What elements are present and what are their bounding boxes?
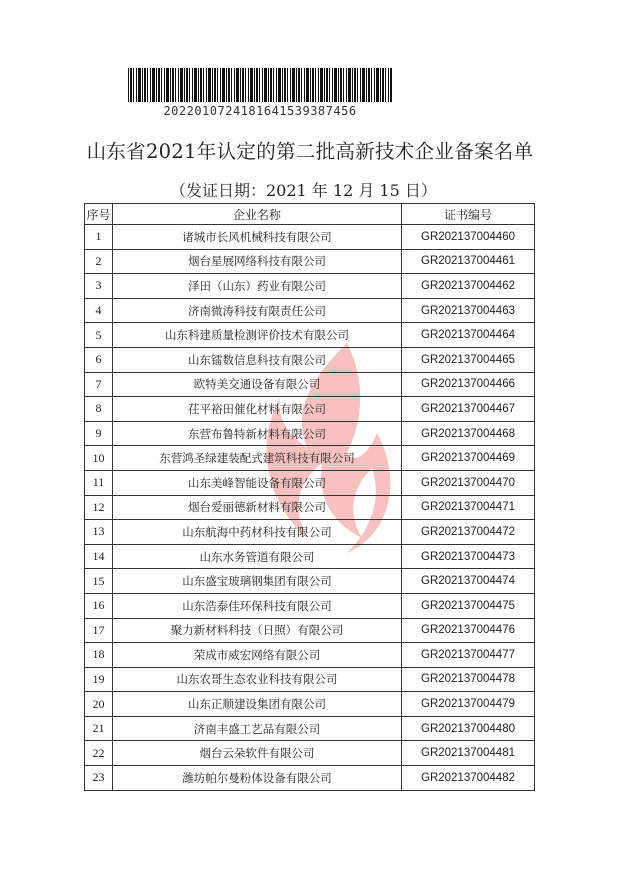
- row-company-name: 山东盛宝玻璃钢集团有限公司: [113, 569, 402, 594]
- enterprise-table: [84, 203, 535, 791]
- row-company-name: 济南微涛科技有限责任公司: [113, 298, 402, 323]
- table-row: [85, 766, 535, 791]
- row-serial: 8: [85, 397, 113, 422]
- table-row: [85, 716, 535, 741]
- row-company-name: 荣成市威宏网络有限公司: [113, 643, 402, 668]
- row-company-name: 山东浩泰佳环保科技有限公司: [113, 593, 402, 618]
- table-row: [85, 274, 535, 299]
- table-row: [85, 470, 535, 495]
- row-certificate-number: GR202137004480: [402, 716, 535, 741]
- row-serial: 23: [85, 766, 113, 791]
- row-company-name: 烟台爱丽德新材料有限公司: [113, 495, 402, 520]
- table-row: [85, 544, 535, 569]
- table-row: [85, 741, 535, 766]
- row-company-name: 山东美峰智能设备有限公司: [113, 470, 402, 495]
- row-certificate-number: GR202137004460: [402, 225, 535, 250]
- table-row: [85, 618, 535, 643]
- row-company-name: 山东航海中药材科技有限公司: [113, 520, 402, 545]
- row-certificate-number: GR202137004482: [402, 766, 535, 791]
- row-certificate-number: GR202137004467: [402, 397, 535, 422]
- table-row: [85, 323, 535, 348]
- row-certificate-number: GR202137004471: [402, 495, 535, 520]
- row-certificate-number: GR202137004469: [402, 446, 535, 471]
- header-company-name: 企业名称: [113, 204, 402, 225]
- table-row: [85, 249, 535, 274]
- row-certificate-number: GR202137004461: [402, 249, 535, 274]
- table-row: [85, 667, 535, 692]
- row-certificate-number: GR202137004478: [402, 667, 535, 692]
- barcode-number: 2022010724181641539387456: [163, 104, 357, 118]
- row-company-name: 泽田（山东）药业有限公司: [113, 274, 402, 299]
- row-serial: 20: [85, 692, 113, 717]
- row-serial: 16: [85, 593, 113, 618]
- row-serial: 10: [85, 446, 113, 471]
- row-company-name: 烟台云朵软件有限公司: [113, 741, 402, 766]
- row-company-name: 东营布鲁特新材料有限公司: [113, 421, 402, 446]
- row-company-name: 山东农哥生态农业科技有限公司: [113, 667, 402, 692]
- row-company-name: 济南丰盛工艺品有限公司: [113, 716, 402, 741]
- table-row: [85, 225, 535, 250]
- row-certificate-number: GR202137004472: [402, 520, 535, 545]
- row-company-name: 欧特美交通设备有限公司: [113, 372, 402, 397]
- table-row: [85, 446, 535, 471]
- row-certificate-number: GR202137004476: [402, 618, 535, 643]
- row-serial: 19: [85, 667, 113, 692]
- header-serial: 序号: [85, 204, 113, 225]
- row-company-name: 聚力新材料科技（日照）有限公司: [113, 618, 402, 643]
- row-certificate-number: GR202137004474: [402, 569, 535, 594]
- table-header-row: [85, 204, 535, 225]
- row-company-name: 东营鸿圣绿建装配式建筑科技有限公司: [113, 446, 402, 471]
- row-serial: 4: [85, 298, 113, 323]
- table-row: [85, 347, 535, 372]
- table-row: [85, 520, 535, 545]
- row-serial: 1: [85, 225, 113, 250]
- row-company-name: 诸城市长风机械科技有限公司: [113, 225, 402, 250]
- row-certificate-number: GR202137004464: [402, 323, 535, 348]
- row-serial: 13: [85, 520, 113, 545]
- table-row: [85, 643, 535, 668]
- row-certificate-number: GR202137004477: [402, 643, 535, 668]
- row-certificate-number: GR202137004462: [402, 274, 535, 299]
- table-row: [85, 372, 535, 397]
- row-certificate-number: GR202137004481: [402, 741, 535, 766]
- table-row: [85, 593, 535, 618]
- table-row: [85, 397, 535, 422]
- row-serial: 12: [85, 495, 113, 520]
- row-serial: 18: [85, 643, 113, 668]
- issue-date-subtitle: （发证日期：2021 年 12 月 15 日）: [170, 181, 437, 200]
- row-serial: 9: [85, 421, 113, 446]
- row-certificate-number: GR202137004466: [402, 372, 535, 397]
- table-row: [85, 298, 535, 323]
- row-certificate-number: GR202137004465: [402, 347, 535, 372]
- row-company-name: 山东水务管道有限公司: [113, 544, 402, 569]
- row-certificate-number: GR202137004463: [402, 298, 535, 323]
- row-serial: 3: [85, 274, 113, 299]
- row-certificate-number: GR202137004470: [402, 470, 535, 495]
- row-serial: 15: [85, 569, 113, 594]
- barcode: [128, 68, 392, 102]
- row-serial: 17: [85, 618, 113, 643]
- row-company-name: 茌平裕田催化材料有限公司: [113, 397, 402, 422]
- row-certificate-number: GR202137004468: [402, 421, 535, 446]
- row-company-name: 烟台星展网络科技有限公司: [113, 249, 402, 274]
- row-company-name: 山东正顺建设集团有限公司: [113, 692, 402, 717]
- row-serial: 5: [85, 323, 113, 348]
- table-row: [85, 495, 535, 520]
- row-serial: 7: [85, 372, 113, 397]
- row-serial: 21: [85, 716, 113, 741]
- row-company-name: 山东镭数信息科技有限公司: [113, 347, 402, 372]
- page-title: 山东省2021年认定的第二批高新技术企业备案名单: [86, 140, 534, 163]
- header-certificate-number: 证书编号: [402, 204, 535, 225]
- row-serial: 22: [85, 741, 113, 766]
- row-serial: 14: [85, 544, 113, 569]
- table-row: [85, 569, 535, 594]
- row-serial: 2: [85, 249, 113, 274]
- row-company-name: 山东科建质量检测评价技术有限公司: [113, 323, 402, 348]
- row-certificate-number: GR202137004473: [402, 544, 535, 569]
- row-serial: 6: [85, 347, 113, 372]
- row-certificate-number: GR202137004475: [402, 593, 535, 618]
- row-serial: 11: [85, 470, 113, 495]
- row-company-name: 潍坊帕尔曼粉体设备有限公司: [113, 766, 402, 791]
- row-certificate-number: GR202137004479: [402, 692, 535, 717]
- table-row: [85, 692, 535, 717]
- table-row: [85, 421, 535, 446]
